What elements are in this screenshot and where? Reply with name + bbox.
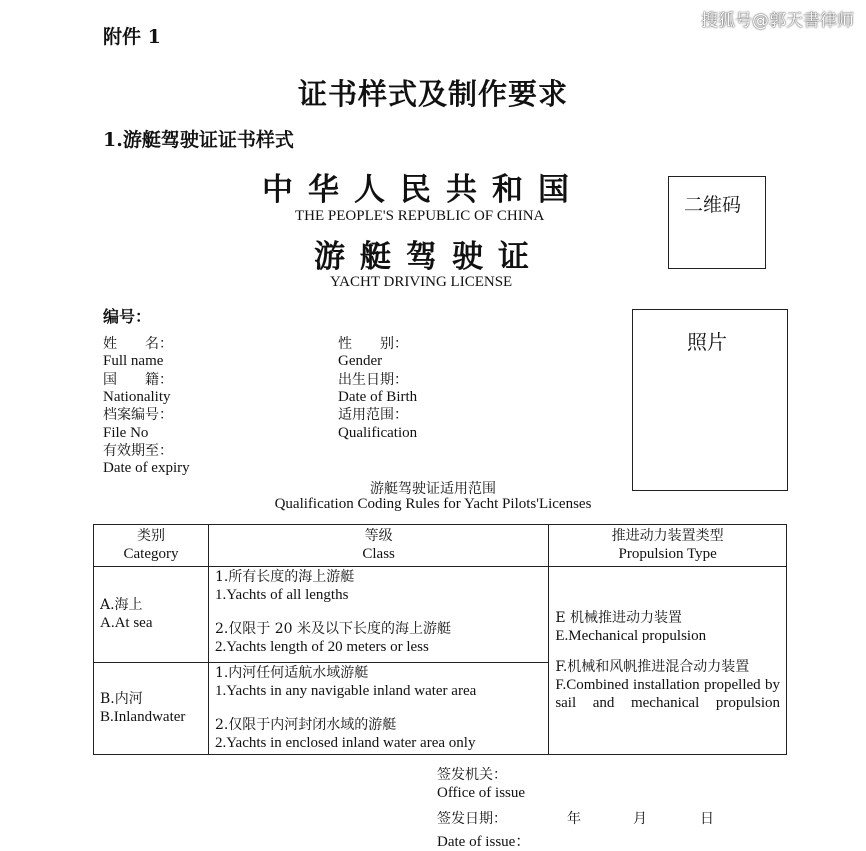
qr-code-box <box>668 176 766 269</box>
date-of-issue-cn: 签发日期： <box>437 811 507 827</box>
class2-cn: 2.仅限于内河封闭水域的游艇 <box>214 717 397 733</box>
rules-title-en: Qualification Coding Rules for Yacht Pilots'Licenses <box>274 496 592 512</box>
field-nationality-cn: 国 籍： <box>103 372 173 388</box>
photo-box <box>632 309 788 491</box>
category-en: A.At sea <box>100 615 153 631</box>
class2-en: 2.Yachts in enclosed inland water area only <box>214 735 476 751</box>
propulsion-f-cn: F.机械和风帆推进混合动力装置 <box>555 658 750 675</box>
category-en: B.Inlandwater <box>100 709 186 725</box>
category-cn: A.海上 <box>100 597 143 613</box>
country-name-en: THE PEOPLE'S REPUBLIC OF CHINA <box>295 208 545 224</box>
field-name-cn: 姓 名： <box>103 336 173 352</box>
field-qualification-en: Qualification <box>338 425 418 441</box>
category-cell <box>94 663 209 755</box>
office-of-issue-en: Office of issue <box>437 785 526 801</box>
header-category-en: Category <box>123 546 179 562</box>
category-cn: B.内河 <box>100 691 143 707</box>
date-year-label: 年 <box>567 811 581 827</box>
propulsion-e-cn: E 机械推进动力装置 <box>555 609 682 626</box>
header-class-cn: 等级 <box>364 528 393 544</box>
field-expiry-en: Date of expiry <box>103 460 190 476</box>
field-qualification-cn: 适用范围： <box>338 407 408 423</box>
rules-title-cn: 游艇驾驶证适用范围 <box>370 481 496 497</box>
section-heading: 1.游艇驾驶证证书样式 <box>103 129 294 151</box>
date-of-issue-en: Date of issue： <box>437 834 531 850</box>
table-header-row <box>94 525 787 567</box>
license-title-en: YACHT DRIVING LICENSE <box>330 274 513 290</box>
field-file-no-cn: 档案编号： <box>103 407 173 423</box>
propulsion-cell <box>549 567 787 755</box>
category-cell <box>94 567 209 663</box>
office-of-issue-cn: 签发机关： <box>437 767 507 783</box>
header-propulsion-en: Propulsion Type <box>618 546 717 562</box>
class2-cn: 2.仅限于 20 米及以下长度的海上游艇 <box>214 621 452 637</box>
table-row <box>94 567 787 663</box>
header-propulsion-cn: 推进动力装置类型 <box>611 528 724 544</box>
qualification-table <box>93 524 787 755</box>
date-month-label: 月 <box>633 811 647 827</box>
page-title: 证书样式及制作要求 <box>297 77 568 111</box>
country-name-cn: 中华人民共和国 <box>262 172 584 208</box>
field-nationality-en: Nationality <box>103 389 171 405</box>
attachment-label: 附件 1 <box>103 26 161 48</box>
class-cell <box>208 663 548 755</box>
class1-en: 1.Yachts in any navigable inland water area <box>214 683 477 699</box>
header-class <box>208 525 548 567</box>
field-gender-cn: 性 别： <box>338 336 408 352</box>
field-dob-cn: 出生日期： <box>338 372 408 388</box>
propulsion-e-en: E.Mechanical propulsion <box>555 627 707 644</box>
field-file-no-en: File No <box>103 425 149 441</box>
field-name-en: Full name <box>103 353 164 369</box>
class1-cn: 1.内河任何适航水域游艇 <box>214 665 369 681</box>
header-category <box>94 525 209 567</box>
header-class-en: Class <box>362 546 395 562</box>
class-cell <box>208 567 548 663</box>
class1-en: 1.Yachts of all lengths <box>214 587 349 603</box>
class2-en: 2.Yachts length of 20 meters or less <box>214 639 429 655</box>
field-gender-en: Gender <box>338 353 383 369</box>
photo-label: 照片 <box>687 330 727 354</box>
serial-number-label: 编号： <box>103 307 152 326</box>
license-title-cn: 游艇驾驶证 <box>314 239 544 275</box>
header-propulsion <box>549 525 787 567</box>
field-dob-en: Date of Birth <box>338 389 418 405</box>
header-category-cn: 类别 <box>136 528 165 544</box>
date-day-label: 日 <box>700 811 714 827</box>
watermark-text: 搜狐号@郭天書律师 <box>701 11 854 31</box>
field-expiry-cn: 有效期至： <box>103 443 173 459</box>
propulsion-f-en: F.Combined installation propelled by sail and mechanical propulsion <box>555 676 780 711</box>
qr-code-label: 二维码 <box>684 194 742 216</box>
class1-cn: 1.所有长度的海上游艇 <box>214 569 355 585</box>
